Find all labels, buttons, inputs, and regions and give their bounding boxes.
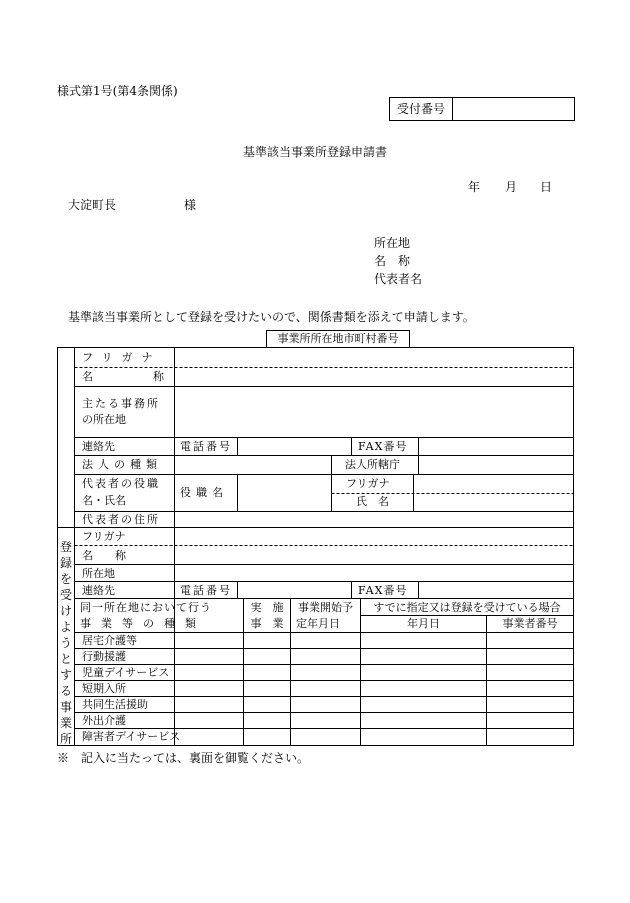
service-operator-field[interactable]: [487, 730, 573, 744]
applicant-representative-label: 代表者名: [374, 272, 423, 286]
main-office-label: 主たる事務所: [82, 397, 160, 410]
designated-header: すでに指定又は登録を受けている場合: [373, 601, 561, 614]
fax-label: FAX番号: [358, 440, 408, 453]
facility-fax-label: FAX番号: [358, 584, 408, 597]
form-title: 基準該当事業所登録申請書: [242, 145, 387, 159]
facility-furigana-label: フリガナ: [82, 530, 126, 543]
vertical-label-char: う: [59, 636, 72, 650]
rep-name-label: 氏 名: [356, 495, 389, 508]
impl-header-1: 実 施: [250, 601, 284, 614]
facility-phone-label: 電話番号: [180, 584, 232, 597]
service-impl-field[interactable]: [244, 666, 290, 680]
rep-address-field[interactable]: [175, 513, 573, 527]
main-office-label-2: の所在地: [82, 413, 126, 426]
service-row-label: 共同生活援助: [82, 698, 148, 711]
facility-fax-field[interactable]: [419, 584, 573, 598]
service-operator-field[interactable]: [487, 682, 573, 696]
service-operator-field[interactable]: [487, 650, 573, 664]
start-header-1: 事業開始予: [298, 601, 353, 614]
rep-title-label: 代表者の役職: [82, 477, 160, 490]
vertical-label-char: 登: [59, 540, 72, 554]
date-header: 年月日: [407, 617, 440, 630]
impl-header-2: 事 業: [250, 617, 284, 630]
vertical-label-char: 事: [59, 700, 72, 714]
rep-title-label-2: 名・氏名: [82, 494, 126, 507]
service-impl-field[interactable]: [244, 650, 290, 664]
title-field[interactable]: [238, 477, 331, 510]
corp-type-field[interactable]: [175, 458, 331, 472]
vertical-label-char: け: [59, 604, 72, 618]
service-operator-field[interactable]: [487, 714, 573, 728]
phone-field[interactable]: [238, 440, 351, 454]
applicant-name-label: 名称: [82, 370, 224, 383]
service-impl-field[interactable]: [244, 730, 290, 744]
service-date-field[interactable]: [361, 682, 486, 696]
service-impl-field[interactable]: [244, 698, 290, 712]
vertical-label-char: 受: [59, 588, 72, 602]
service-impl-field[interactable]: [244, 634, 290, 648]
service-operator-field[interactable]: [487, 634, 573, 648]
service-date-field[interactable]: [361, 714, 486, 728]
reception-number-field[interactable]: [453, 98, 574, 120]
vertical-label-char: す: [59, 668, 72, 682]
service-header-2: 事業等の種類: [80, 617, 206, 630]
service-impl-field[interactable]: [244, 714, 290, 728]
service-row-label: 外出介護: [82, 714, 126, 727]
service-start-field[interactable]: [291, 634, 360, 648]
addressee-honorific: 様: [184, 198, 197, 212]
municipality-code-label: 事業所所在地市町村番号: [277, 332, 399, 345]
service-row-label: 行動援護: [82, 650, 126, 663]
service-row-label: 短期入所: [82, 682, 126, 695]
date-day: 日: [540, 180, 553, 194]
service-date-field[interactable]: [361, 650, 486, 664]
intro-text: 基準該当事業所として登録を受けたいので、関係書類を添えて申請します。: [68, 310, 475, 324]
service-start-field[interactable]: [291, 698, 360, 712]
service-date-field[interactable]: [361, 698, 486, 712]
rep-furigana-label: フリガナ: [346, 477, 390, 490]
service-impl-field[interactable]: [244, 682, 290, 696]
service-row-label: 居宅介護等: [82, 634, 137, 647]
vertical-label-char: と: [59, 652, 72, 666]
applicant-location-label: 所在地: [374, 236, 411, 250]
service-date-field[interactable]: [361, 730, 486, 744]
vertical-label-char: 録: [59, 556, 72, 570]
vertical-label-char: よ: [59, 620, 72, 634]
fax-field[interactable]: [419, 440, 573, 454]
vertical-label-char: 業: [59, 716, 72, 730]
operator-header: 事業者番号: [502, 617, 558, 630]
vertical-label-char: 所: [59, 732, 72, 746]
reception-number-box: [389, 97, 575, 121]
facility-name-label: 名 称: [82, 549, 126, 562]
applicant-furigana-label: フリガナ: [82, 351, 162, 364]
title-label: 役職名: [180, 486, 228, 499]
vertical-label-char: を: [59, 572, 72, 586]
date-month: 月: [505, 180, 518, 194]
corp-office-field[interactable]: [419, 458, 573, 472]
rep-name-field[interactable]: [414, 495, 573, 509]
corp-type-label: 法人の種類: [82, 458, 162, 471]
vertical-label-char: る: [59, 684, 72, 698]
service-date-field[interactable]: [361, 634, 486, 648]
service-start-field[interactable]: [291, 666, 360, 680]
facility-vertical-label: [59, 539, 73, 747]
service-start-field[interactable]: [291, 714, 360, 728]
facility-contact-label: 連絡先: [82, 584, 115, 597]
service-start-field[interactable]: [291, 730, 360, 744]
facility-phone-field[interactable]: [238, 584, 351, 598]
service-row-label: 児童デイサービス: [82, 666, 170, 679]
date-year: 年: [468, 180, 481, 194]
contact-label: 連絡先: [82, 440, 115, 453]
applicant-name-label: 名 称: [374, 254, 411, 268]
service-header-1: 同一所在地において行う: [80, 601, 212, 614]
addressee-name: 大淀町長: [68, 198, 117, 212]
facility-location-label: 所在地: [82, 567, 115, 580]
reception-number-label: 受付番号: [390, 98, 453, 120]
service-operator-field[interactable]: [487, 698, 573, 712]
service-start-field[interactable]: [291, 650, 360, 664]
start-header-2: 定年月日: [296, 617, 340, 630]
phone-label: 電話番号: [180, 440, 232, 453]
service-row-label: 障害者デイサービス: [82, 730, 181, 743]
rep-address-label: 代表者の住所: [82, 513, 160, 526]
service-start-field[interactable]: [291, 682, 360, 696]
corp-office-label: 法人所轄庁: [345, 458, 400, 471]
service-operator-field[interactable]: [487, 666, 573, 680]
form-number: 様式第1号(第4条関係): [57, 84, 178, 98]
service-date-field[interactable]: [361, 666, 486, 680]
note-text: ※ 記入に当たっては、裏面を御覧ください。: [57, 751, 310, 765]
